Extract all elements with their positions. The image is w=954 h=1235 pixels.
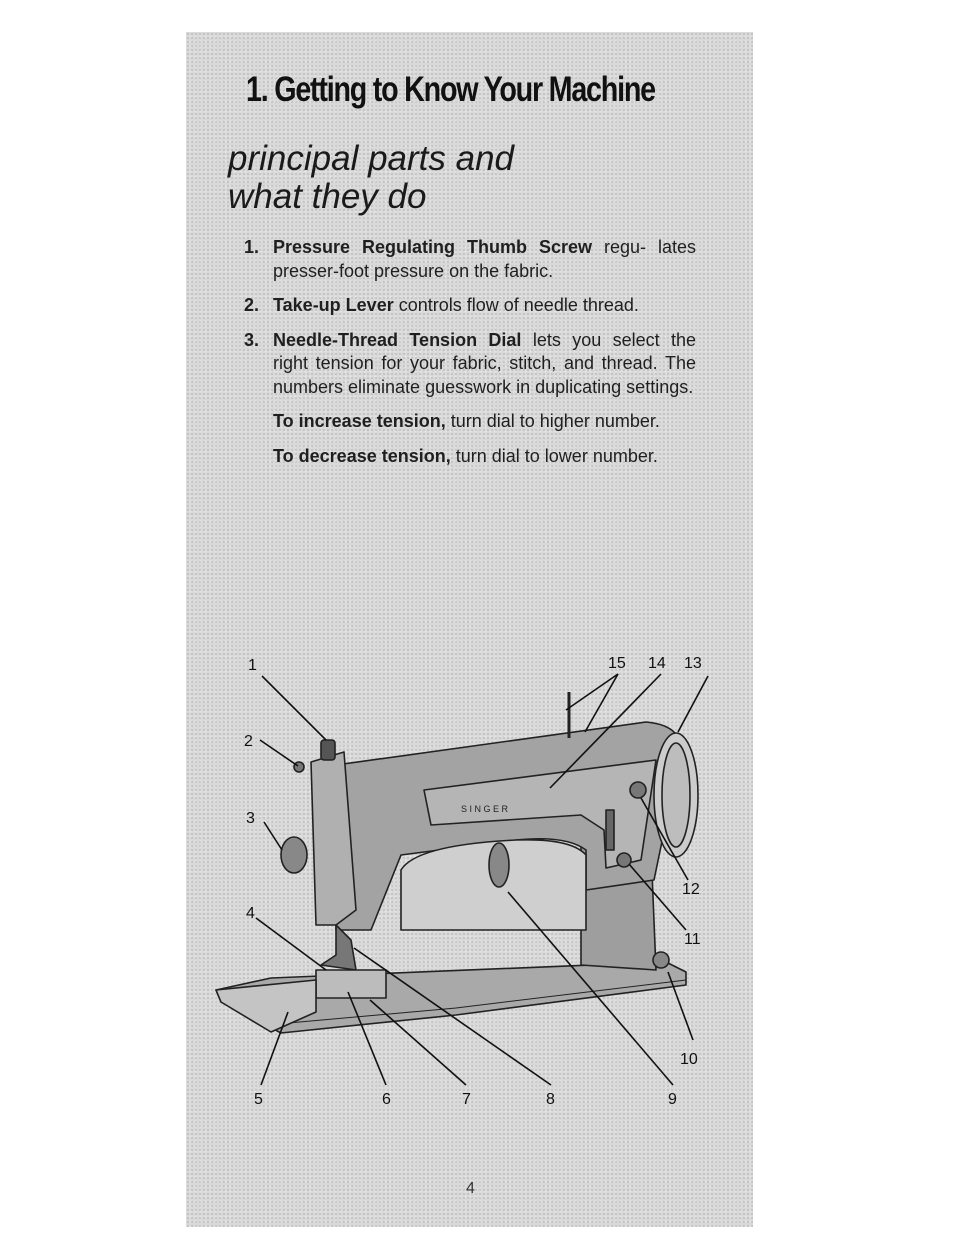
callout-14: 14 <box>648 655 666 672</box>
part-description: lets you select the right tension for your fabric, stitch, and thread. The numbers eliminate guesswork in duplicating settings. <box>273 329 696 397</box>
page-number: 4 <box>466 1180 475 1197</box>
parts-list <box>244 236 696 479</box>
bobbin-winder <box>489 843 509 887</box>
callout-6: 6 <box>382 1091 391 1108</box>
tension-dial <box>281 837 307 873</box>
stitch-width-knob <box>630 782 646 798</box>
note-description: turn dial to higher number. <box>450 411 660 431</box>
subtitle-line-1: principal parts and <box>228 139 514 178</box>
brand-text: S I N G E R <box>461 804 509 814</box>
callout-15: 15 <box>608 655 626 672</box>
part-item-1 <box>244 236 696 283</box>
part-description: regu- lates presser-foot pressure on the fabric. <box>273 237 696 281</box>
part-number: 1. <box>244 237 260 257</box>
callout-1: 1 <box>248 657 257 674</box>
callout-4: 4 <box>246 905 255 922</box>
increase-tension-note <box>244 410 696 434</box>
needle-plate <box>316 970 386 998</box>
part-term: Pressure Regulating Thumb Screw <box>273 237 592 257</box>
callout-2: 2 <box>244 733 253 750</box>
callout-8: 8 <box>546 1091 555 1108</box>
drop-feed-knob <box>653 952 669 968</box>
callout-9: 9 <box>668 1091 677 1108</box>
thumb-screw <box>321 740 335 760</box>
callout-13: 13 <box>684 655 702 672</box>
chapter-title: 1. Getting to Know Your Machine <box>246 70 655 109</box>
subtitle-line-2: what they do <box>228 177 427 216</box>
section-subtitle <box>228 140 514 216</box>
part-term: Take-up Lever <box>273 295 394 315</box>
callout-7: 7 <box>462 1091 471 1108</box>
part-number: 3. <box>244 329 260 350</box>
part-term: Needle-Thread Tension Dial <box>273 329 522 350</box>
callout-3: 3 <box>246 810 255 827</box>
part-item-3 <box>244 329 696 400</box>
decrease-tension-note <box>244 445 696 469</box>
part-number: 2. <box>244 295 260 315</box>
part-description: controls flow of needle thread. <box>398 295 639 315</box>
part-item-2 <box>244 294 696 318</box>
callout-12: 12 <box>682 881 700 898</box>
note-description: turn dial to lower number. <box>455 445 658 466</box>
stitch-length-lever <box>606 810 614 850</box>
handwheel-rim <box>662 743 690 847</box>
note-term: To increase tension, <box>273 411 446 431</box>
sewing-machine-diagram <box>186 640 753 1110</box>
note-term: To decrease tension, <box>273 445 451 466</box>
presser-foot <box>321 925 356 970</box>
callout-5: 5 <box>254 1091 263 1108</box>
callout-10: 10 <box>680 1051 698 1068</box>
callout-11: 11 <box>684 931 701 948</box>
